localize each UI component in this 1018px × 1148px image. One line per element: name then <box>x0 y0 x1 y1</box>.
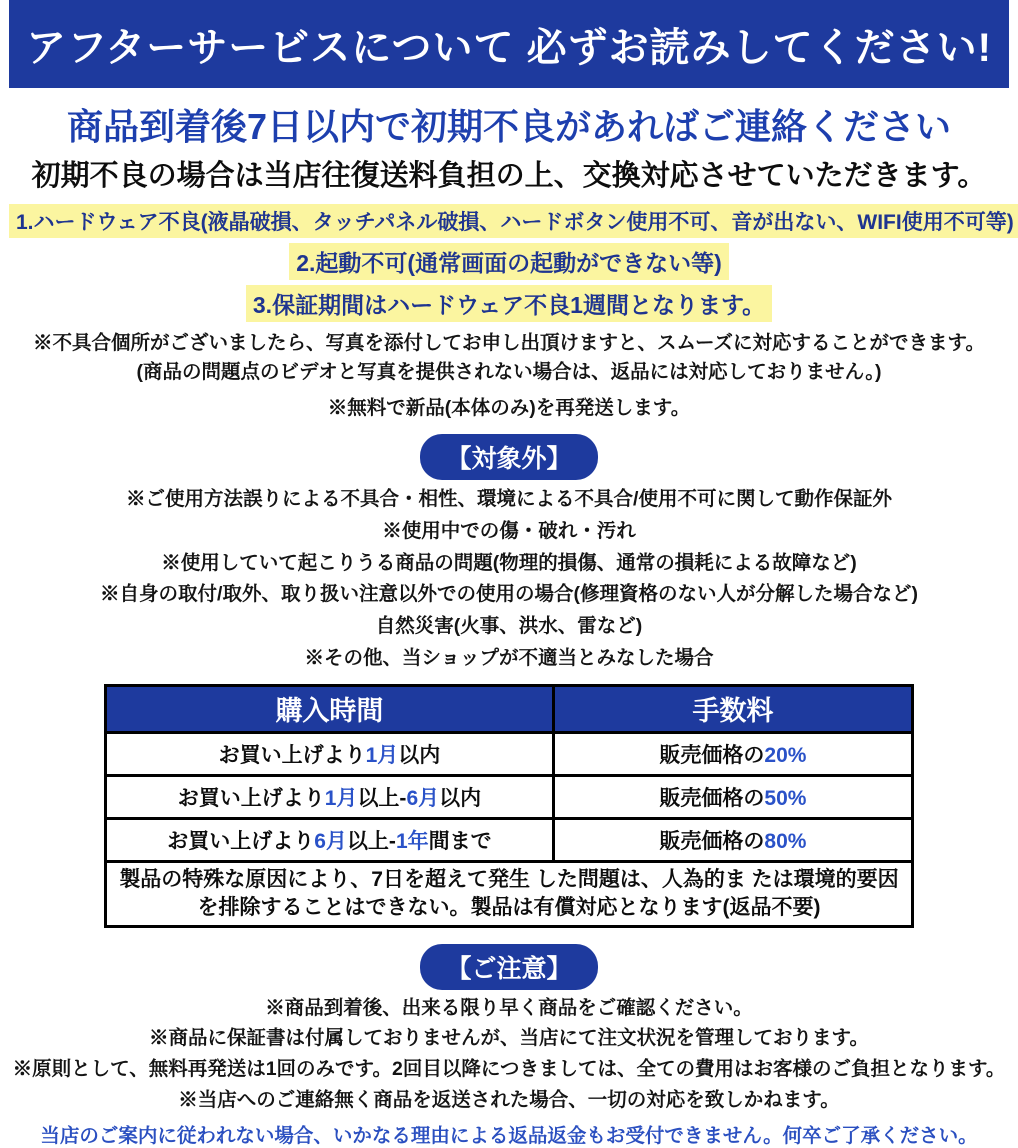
fee-table-footer-cell: 製品の特殊な原因により、7日を超えて発生 した問題は、人為的ま たは環境的要因を排除することはできない。製品は有償対応となります(返品不要) <box>106 861 913 926</box>
initial-notes <box>9 331 1009 422</box>
cautions-badge: 【ご注意】 <box>420 944 597 990</box>
after-service-notice-page <box>9 0 1014 1147</box>
fee-cell: 販売価格の80% <box>553 818 912 861</box>
note-photo-request: ※不具合個所がございましたら、写真を添付してお申し出頂けますと、スムーズに対応することができます。 <box>33 332 985 354</box>
caution-item: ※原則として、無料再発送は1回のみです。2回目以降につきましては、全ての費用はお客様のご負担となります。 <box>12 1058 1006 1081</box>
fee-table <box>104 684 914 928</box>
caution-item: ※当店へのご連絡無く商品を返送された場合、一切の対応を致しかねます。 <box>178 1088 840 1111</box>
exclusions-list <box>9 487 1009 671</box>
table-row <box>106 775 913 818</box>
exclusion-item: ※使用中での傷・破れ・汚れ <box>382 519 636 542</box>
page-title: アフターサービスについて 必ずお読みしてください! <box>26 25 992 70</box>
note-free-reshipment: ※無料で新品(本体のみ)を再発送します。 <box>327 397 691 420</box>
cautions-list <box>9 996 1009 1148</box>
note-video-photo-required: (商品の問題点のビデオと写真を提供されない場合は、返品には対応しておりません。) <box>136 360 882 383</box>
fee-table-header-fee: 手数料 <box>553 685 912 732</box>
exclusion-item: ※使用していて起こりうる商品の問題(物理的損傷、通常の損耗による故障など) <box>161 551 857 574</box>
fee-table-header-row <box>106 685 913 732</box>
highlight-line-warranty: 3.保証期間はハードウェア不良1週間となります。 <box>9 285 1009 322</box>
fee-cell: 販売価格の50% <box>553 775 912 818</box>
initial-defect-subheading: 初期不良の場合は当店往復送料負担の上、交換対応させていただきます。 <box>31 160 987 192</box>
highlight-line-boot: 2.起動不可(通常画面の起動ができない等) <box>9 243 1009 280</box>
fee-table-header-period: 購入時間 <box>106 685 554 732</box>
exclusions-badge-row <box>9 434 1009 480</box>
final-blue-note: 当店のご案内に従われない場合、いかなる理由による返品返金もお受付できません。何卒ご了承ください。 <box>40 1124 978 1147</box>
exclusion-item: ※自身の取付/取外、取り扱い注意以外での使用の場合(修理資格のない人が分解した場合など) <box>100 583 918 606</box>
period-cell: お買い上げより6月以上-1年間まで <box>106 818 554 861</box>
table-row <box>106 732 913 775</box>
cautions-badge-row <box>9 944 1009 990</box>
exclusion-item: ※ご使用方法誤りによる不具合・相性、環境による不具合/使用不可に関して動作保証外 <box>126 488 892 511</box>
fee-cell: 販売価格の20% <box>553 732 912 775</box>
exclusion-item: 自然災害(火事、洪水、雷など) <box>375 615 643 638</box>
table-row <box>106 818 913 861</box>
exclusion-item: ※その他、当ショップが不適当とみなした場合 <box>304 646 714 669</box>
caution-item: ※商品到着後、出来る限り早く商品をご確認ください。 <box>265 996 753 1019</box>
fee-table-footer-row <box>106 861 913 926</box>
period-cell: お買い上げより1月以内 <box>106 732 554 775</box>
period-cell: お買い上げより1月以上-6月以内 <box>106 775 554 818</box>
initial-defect-heading: 商品到着後7日以内で初期不良があればご連絡ください <box>66 106 952 147</box>
exclusions-badge: 【対象外】 <box>420 434 597 480</box>
caution-item: ※商品に保証書は付属しておりませんが、当店にて注文状況を管理しております。 <box>149 1027 869 1050</box>
highlighted-conditions <box>9 204 1014 322</box>
highlight-line-hardware: 1.ハードウェア不良(液晶破損、タッチパネル破損、ハードボタン使用不可、音が出ない、WIFI使用不可等) <box>9 204 1009 238</box>
page-header-banner <box>9 0 1009 88</box>
